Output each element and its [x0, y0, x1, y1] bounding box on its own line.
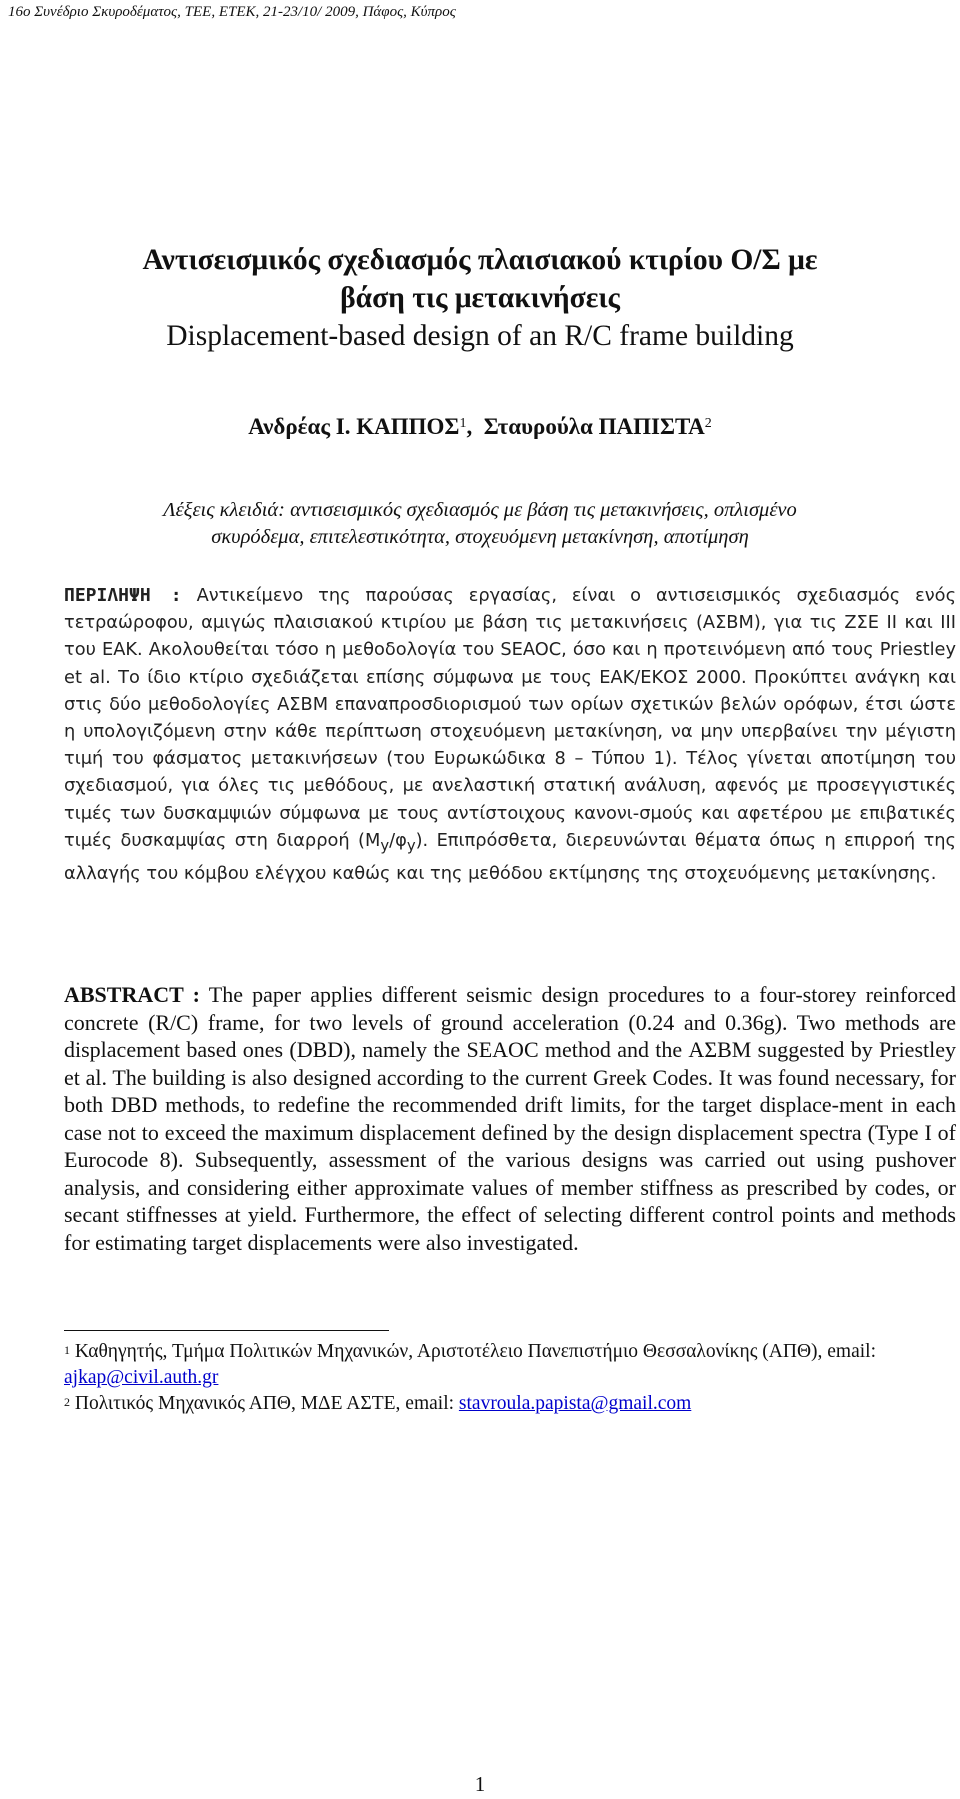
- paper-title: [60, 241, 900, 355]
- abstract-greek-subscript-1: y: [380, 837, 390, 855]
- keywords-line2: σκυρόδεμα, επιτελεστικότητα, στοχευόμενη μετακίνηση, αποτίμηση: [211, 526, 749, 548]
- abstract-greek-text-3: ). Επιπρόσθετα, διερευνώνται θέματα όπως η επιρροή της αλλαγής του κόμβου ελέγχου καθώς και της μεθόδου εκτίμησης της στοχευόμενης μετακίνησης.: [64, 829, 956, 884]
- running-header: 16ο Συνέδριο Σκυροδέματος, ΤΕΕ, ΕΤΕΚ, 21-23/10/ 2009, Πάφος, Κύπρος: [8, 4, 456, 20]
- footnote-2-marker: 2: [64, 1395, 70, 1409]
- abstract-english-label: ABSTRACT :: [64, 982, 200, 1007]
- author-2-name: Σταυρούλα ΠΑΠΙΣΤΑ: [483, 414, 705, 439]
- author-list: [60, 412, 900, 442]
- author-1-affiliation-ref: 1: [459, 416, 467, 431]
- footnote-1-email-link[interactable]: ajkap@civil.auth.gr: [64, 1367, 219, 1388]
- footnote-2-email-link[interactable]: stavroula.papista@gmail.com: [458, 1393, 692, 1414]
- title-greek-line1: Αντισεισμικός σχεδιασμός πλαισιακού κτιρίου Ο/Σ με: [142, 244, 818, 276]
- footnote-2-text: Πολιτικός Μηχανικός ΑΠΘ, ΜΔΕ ΑΣΤΕ, email:: [70, 1393, 459, 1414]
- abstract-greek: [64, 582, 956, 887]
- footnote-1-marker: 1: [64, 1343, 70, 1357]
- title-english: Displacement-based design of an R/C frame building: [166, 320, 794, 352]
- keywords-line1: Λέξεις κλειδιά: αντισεισμικός σχεδιασμός με βάση τις μετακινήσεις, οπλισμένο: [163, 499, 797, 521]
- abstract-greek-text-1: Αντικείμενο της παρούσας εργασίας, είναι ο αντισεισμικός σχεδιασμός ενός τετραώροφου, αμιγώς πλαισιακού κτιρίου με βάση τις μετακινήσεις (ΑΣΒΜ), για τις ΖΣΕ ΙΙ και ΙΙΙ του ΕΑΚ. Ακολουθείται τόσο η μεθοδολογία του SEAOC, όσο και η προτεινόμενη από τους Priestley et al. Το ίδιο κτίριο σχεδιάζεται επίσης σύμφωνα με τους ΕΑΚ/ΕΚΟΣ 2000. Προκύπτει ανάγκη και στις δύο μεθοδολογίες ΑΣΒΜ επαναπροσδιορισμού των ορίων σχετικών βελών ορόφων, έτσι ώστε η υπολογιζόμενη στην κάθε περίπτωση στοχευόμενη μετακίνηση, να μην υπερβαίνει την μέγιστη τιμή του φάσματος μετακινήσεων (του Ευρωκώδικα 8 – Τύπου 1). Τέλος γίνεται αποτίμηση του σχεδιασμού, για όλες τις μεθόδους, με ανελαστική στατική ανάλυση, αφενός με προσεγγιστικές τιμές των δυσκαμψιών σύμφωνα με τους αντίστοιχους κανονι-σμούς και αφετέρου με επιβατικές τιμές δυσκαμψίας στη διαρροή (M: [64, 585, 957, 851]
- footnotes: [64, 1339, 956, 1417]
- author-1-name: Ανδρέας Ι. ΚΑΠΠΟΣ: [248, 414, 460, 439]
- footnote-2: [64, 1391, 956, 1417]
- footnote-divider: [64, 1330, 389, 1331]
- page-number: 1: [474, 1772, 486, 1796]
- abstract-greek-label: ΠΕΡΙΛΗΨΗ :: [64, 585, 182, 606]
- title-greek-line2: βάση τις μετακινήσεις: [340, 282, 620, 314]
- abstract-english-text: The paper applies different seismic design procedures to a four-storey reinforced concrete (R/C) frame, for two levels of ground acceleration (0.24 and 0.36g). Two methods are displacement based ones (DBD), namely the SEAOC method and the ΑΣΒΜ suggested by Priestley et al. The building is also designed according to the current Greek Codes. It was found necessary, for both DBD methods, to redefine the recommended drift limits, for the target displace-ment in each case not to exceed the maximum displacement defined by the design displacement spectra (Type I of Eurocode 8). Subsequently, assessment of the various designs was carried out using pushover analysis, and considering either approximate values of member stiffness as prescribed by codes, or secant stiffnesses at yield. Furthermore, the effect of selecting different control points and methods for estimating target displacements were also investigated.: [64, 982, 956, 1255]
- author-2-affiliation-ref: 2: [704, 416, 712, 431]
- abstract-greek-text-2: /φ: [389, 829, 407, 851]
- footnote-1-text: Καθηγητής, Τμήμα Πολιτικών Μηχανικών, Αριστοτέλειο Πανεπιστήμιο Θεσσαλονίκης (ΑΠΘ), email:: [70, 1341, 877, 1362]
- footnote-1: [64, 1339, 956, 1391]
- abstract-english: [64, 981, 956, 1256]
- abstract-greek-subscript-2: y: [406, 837, 416, 855]
- keywords: [60, 497, 900, 551]
- author-separator: ,: [466, 414, 473, 439]
